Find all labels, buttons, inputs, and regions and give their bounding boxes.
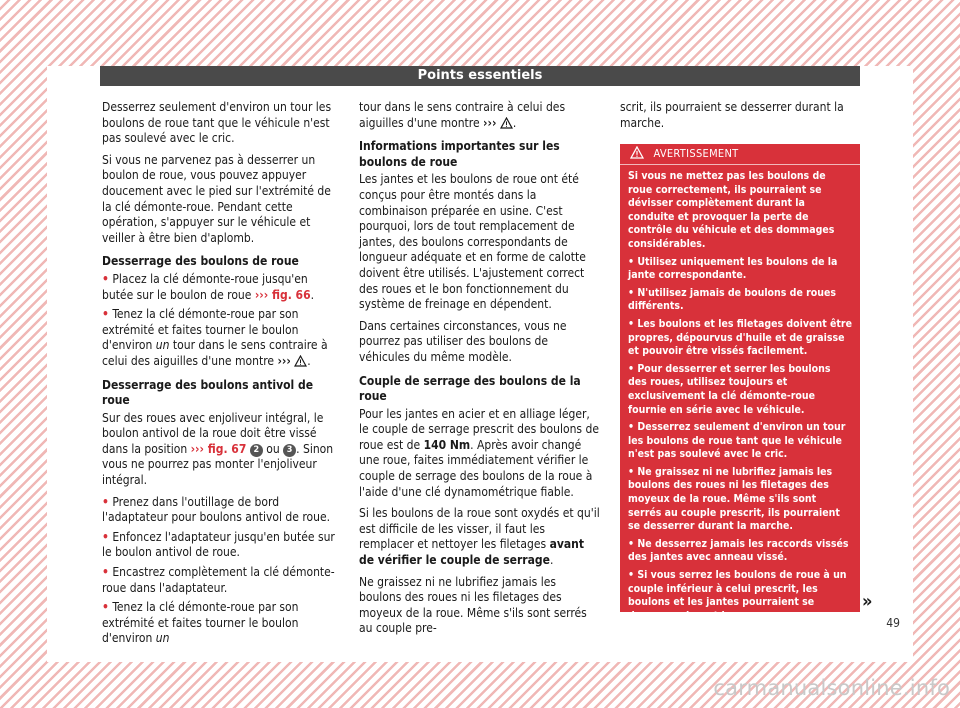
fig-67-label: fig. 67 — [207, 441, 247, 456]
heading-antivol: Desserrage des boulons antivol de roue — [102, 377, 314, 408]
paragraph-text: ou — [266, 441, 280, 456]
warning-item — [628, 538, 852, 565]
callout-number: 2 — [250, 444, 263, 457]
column-2 — [359, 100, 601, 643]
paragraph-text: Si les boulons de la roue sont oxydés et qu'il est difficile de les visser, il faut les remplacer et nettoyer les filetages — [359, 506, 600, 552]
torque-value: 140 Nm — [423, 437, 471, 452]
warning-item-text: Desserrez seulement d'environ un tour les boulons de roue tant que le véhicule n'est pas soulevé avec le cric. — [628, 421, 846, 461]
warning-item-text: Si vous serrez les boulons de roue à un couple inférieur à celui prescrit, les boulons et les jantes pourraient se desserrer durant la — [628, 569, 847, 622]
warning-item-text: Pour desserrer et serrer les boulons des roues, utilisez toujours et exclusivement la clé démonte-roue fournie en série avec le véhicule. — [628, 362, 831, 416]
bullet-icon: • — [628, 421, 635, 434]
paragraph: Si vous ne parvenez pas à desserrer un boulon de roue, vous pouvez appuyer doucement avec le pied sur l'extrémité de la clé démonte-roue. Pendant cette opération, s'appuyer sur le véhicule et veiller à être bien d'aplomb. — [102, 152, 331, 245]
arrow-link-icon: ››› — [254, 287, 269, 302]
list-item-text: Placez la clé démonte-roue jusqu'en butée sur le boulon de roue — [102, 271, 308, 302]
bullet-icon: • — [628, 255, 635, 268]
warning-triangle-icon — [294, 355, 307, 367]
paragraph: scrit, ils pourraient se desserrer durant la marche. — [620, 100, 844, 130]
bullet-icon: • — [102, 307, 109, 322]
paragraph: Dans certaines circonstances, vous ne pourrez pas utiliser des boulons de véhicules du même modèle. — [359, 318, 567, 364]
fig-66-label: fig. 66 — [271, 287, 311, 302]
emphasis-text: un — [155, 631, 170, 646]
paragraph: Les jantes et les boulons de roue ont été conçus pour être montés dans la combinaison préparée en usine. C'est pourquoi, lors de tout remplacement de jantes, des boulons correspondants de longueur adéquate et en forme de calotte doivent être utilisés. L'ajustement correct des roues et le bon fonctionnement du système de freinage en dépendent. — [359, 172, 586, 312]
divider — [620, 164, 860, 165]
paragraph — [359, 506, 601, 568]
warning-item-text: Ne graissez ni ne lubrifiez jamais les boulons des roues ni les filetages des moyeux de la roue. Même s'ils sont serrés au couple prescrit, ils pourraient se desserrer durant la marche. — [628, 465, 840, 533]
bullet-icon: • — [102, 271, 109, 286]
warning-item — [628, 256, 852, 283]
heading-couple: Couple de serrage des boulons de la roue — [359, 373, 581, 404]
page-number: 49 — [886, 616, 900, 630]
paragraph-text: . — [549, 553, 554, 568]
callout-number: 3 — [283, 444, 296, 457]
warning-box — [620, 144, 860, 622]
list-item-text: Tenez la clé démonte-roue par son extrémité et faites tourner le boulon d'environ — [102, 600, 299, 646]
list-item — [102, 495, 342, 526]
emphasis-text: un — [155, 338, 170, 353]
warning-item — [628, 318, 852, 359]
paragraph-text: . Sinon vous ne pourrez pas monter l'enjoliveur intégral. — [102, 441, 334, 488]
list-item-text: tour dans le sens contraire à celui des aiguilles d'une montre — [102, 338, 328, 368]
list-item: • Tenez la clé démonte-roue par son extrémité et faites tourner le boulon d'environ un tour dans le sens contraire à celui des aiguilles d'une montre ››› . — [102, 307, 328, 368]
warning-intro: Si vous ne mettez pas les boulons de roue correctement, ils pourraient se dévisser complètement durant la conduite et provoquer la perte de contrôle du véhicule et des dommages considérables. — [628, 170, 835, 250]
heading-desserrage: Desserrage des boulons de roue — [102, 254, 299, 269]
bullet-icon: • — [628, 286, 635, 299]
paragraph-text: Pour les jantes en acier et en alliage léger, le couple de serrage prescrit des boulons de roue est de — [359, 406, 599, 452]
list-item-text: Tenez la clé démonte-roue par son extrémité et faites tourner le boulon d'environ — [102, 307, 299, 353]
continue-arrow-icon: » — [862, 591, 873, 612]
warning-item-text: Ne desserrez jamais les raccords vissés des jantes avec anneau vissé. — [628, 537, 849, 564]
bullet-icon: • — [102, 600, 109, 615]
bold-text: avant de vérifier le couple de serrage — [359, 537, 585, 568]
paragraph-text: tour dans le sens contraire à celui des aiguilles d'une montre — [359, 100, 566, 130]
list-item — [102, 565, 342, 596]
paragraph-text: Sur des roues avec enjoliveur intégral, le boulon antivol de la roue doit être vissé dans la position — [102, 410, 324, 456]
bullet-icon: • — [102, 565, 109, 580]
warning-ref-link[interactable] — [277, 354, 307, 368]
bullet-icon: • — [102, 494, 109, 509]
warning-triangle-icon — [630, 146, 644, 159]
warning-ref-link[interactable] — [483, 116, 513, 130]
warning-body — [620, 170, 860, 623]
paragraph: Ne graissez ni ne lubrifiez jamais les boulons des roues ni les filetages des moyeux de la roue. Même s'ils sont serrés au couple pre- — [359, 574, 587, 636]
list-item-text: Prenez dans l'outillage de bord l'adaptateur pour boulons antivol de roue. — [102, 494, 331, 525]
list-item-text: Enfoncez l'adaptateur jusqu'en butée sur le boulon antivol de roue. — [102, 529, 335, 560]
list-item — [102, 600, 342, 647]
section-header: Points essentiels — [100, 66, 860, 86]
warning-item — [628, 421, 852, 462]
warning-item-text: Les boulons et les filetages doivent être propres, dépourvus d'huile et de graisse et pouvoir être vissés facilement. — [628, 317, 852, 358]
warning-item — [628, 466, 852, 534]
bullet-icon: • — [628, 317, 635, 330]
bullet-icon: • — [102, 529, 109, 544]
column-1 — [102, 100, 342, 651]
paragraph: Desserrez seulement d'environ un tour les boulons de roue tant que le véhicule n'est pas soulevé avec le cric. — [102, 100, 332, 146]
bullet-icon: • — [628, 537, 635, 550]
warning-item — [628, 363, 852, 417]
warning-item-text: N'utilisez jamais de boulons de roues différents. — [628, 286, 837, 313]
heading-informations: Informations importantes sur les boulons de roue — [359, 139, 560, 169]
fig-66-link[interactable] — [255, 288, 311, 302]
paragraph — [359, 407, 601, 501]
column-3 — [620, 100, 860, 137]
warning-title-text: AVERTISSEMENT — [653, 147, 739, 160]
paragraph: tour dans le sens contraire à celui des aiguilles d'une montre ››› . — [359, 100, 566, 130]
paragraph-text: . Après avoir changé une roue, faites immédiatement vérifier le couple de serrage des boulons de la roue à l'aide d'une clé dynamométrique fiable. — [359, 437, 593, 499]
arrow-link-icon: ››› — [483, 115, 497, 130]
warning-item — [628, 287, 852, 314]
warning-triangle-icon — [500, 117, 513, 129]
bullet-icon: • — [628, 569, 635, 582]
paragraph — [102, 411, 342, 489]
bullet-icon: • — [628, 465, 635, 478]
arrow-link-icon: ››› — [190, 441, 204, 456]
watermark-text: carmanualsonline.info — [713, 676, 950, 700]
warning-title — [620, 144, 860, 164]
list-item — [102, 530, 342, 561]
warning-item-text: Utilisez uniquement les boulons de la jante correspondante. — [628, 255, 838, 282]
bullet-icon: • — [628, 362, 635, 375]
list-item-text: Encastrez complètement la clé démonte-roue dans l'adaptateur. — [102, 565, 335, 595]
list-item: • Placez la clé démonte-roue jusqu'en butée sur le boulon de roue ››› fig. 66. — [102, 271, 315, 302]
warning-item — [628, 569, 852, 623]
fig-67-link[interactable] — [191, 442, 247, 456]
arrow-link-icon: ››› — [277, 353, 291, 368]
